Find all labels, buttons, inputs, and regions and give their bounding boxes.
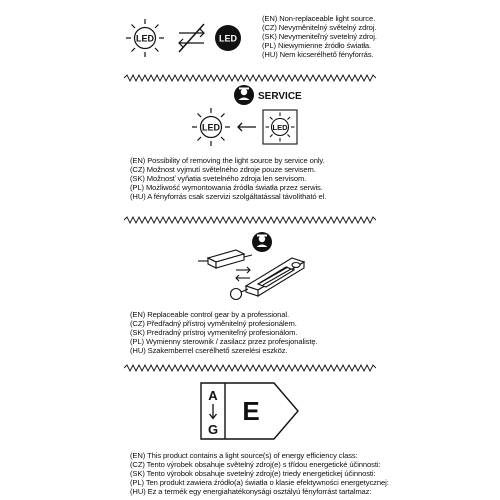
text-line: (HU) Nem kicserélhető fényforrás. (262, 50, 374, 60)
technician-icon (234, 85, 254, 105)
text-line: (CZ) Možnost vyjmutí světelného zdroje pouze servisem. (130, 165, 316, 175)
section-non-replaceable (0, 0, 500, 72)
text-line: (HU) Szakemberrel cserélhető szerelési eszköz. (130, 346, 288, 356)
luminaire-fixture-icon (231, 258, 305, 300)
section2-text (130, 156, 326, 201)
text-line: (EN) This product contains a light source(s) of energy efficiency class: (130, 451, 358, 460)
service-label: SERVICE (258, 91, 302, 102)
led-label: LED (272, 123, 288, 132)
technician-icon (252, 232, 272, 252)
section1-text (262, 14, 377, 59)
text-line: (CZ) Tento výrobek obsahuje světelný zdroj(e) s třídou energetické účinnosti: (130, 460, 381, 470)
zigzag-divider (124, 216, 376, 224)
text-line: (SK) Predradný prístroj vymeniteľný profesionálom. (130, 328, 298, 338)
section4-text (130, 451, 389, 496)
text-line: (CZ) Nevyměnitelný světelný zdroj. (262, 23, 377, 33)
non-replaceable-led-icon (124, 16, 254, 60)
swap-arrows-crossed-icon (179, 24, 204, 52)
text-line: (PL) Możliwość wymontowania źródła światła przez serwis. (130, 183, 323, 193)
zigzag-divider (124, 364, 376, 372)
energy-class-letter: E (242, 396, 260, 426)
scale-top-letter: A (208, 388, 218, 403)
text-line: (HU) A fényforrás csak szervizi szolgáltatással távolítható el. (130, 192, 327, 202)
led-label: LED (202, 122, 220, 133)
led-label: LED (136, 33, 154, 44)
text-line: (CZ) Předřadný přístroj vyměnitelný profesionálem. (130, 319, 297, 329)
left-arrow-icon (238, 123, 256, 131)
scale-bottom-letter: G (207, 422, 219, 437)
zigzag-divider (124, 74, 376, 82)
control-gear-replacement-icon (196, 228, 336, 308)
section-service-removal (0, 84, 500, 214)
text-line: (PL) Niewymienne źródło światła. (262, 41, 372, 51)
section-energy-class (0, 376, 500, 500)
section-control-gear (0, 226, 500, 372)
section3-text (130, 310, 318, 355)
text-line: (HU) Ez a termék egy energiahatékonysági osztályú fényforrást tartalmaz: (130, 487, 372, 497)
text-line: (SK) Tento výrobok obsahuje svetelný zdroj(e) triedy energetickej účinnosti: (130, 469, 376, 479)
text-line: (SK) Nevymeniteľný svetelný zdroj. (262, 32, 377, 42)
led-dark-label: LED (219, 33, 237, 44)
text-line: (PL) Ten produkt zawiera źródło(a) światła o klasie efektywności energetycznej: (130, 478, 389, 488)
driver-box-icon (198, 250, 252, 268)
text-line: (EN) Non-replaceable light source. (262, 14, 376, 23)
text-line: (PL) Wymienny sterownik / zasilacz przez profesjonalistę. (130, 337, 318, 347)
text-line: (EN) Replaceable control gear by a professional. (130, 310, 289, 319)
text-line: (SK) Možnosť vyňatia svetelného zdroja len servisom. (130, 174, 307, 184)
text-line: (EN) Possibility of removing the light source by service only. (130, 156, 325, 165)
service-icon (186, 84, 376, 150)
swap-arrows-icon (236, 267, 250, 281)
energy-class-label (200, 382, 300, 440)
